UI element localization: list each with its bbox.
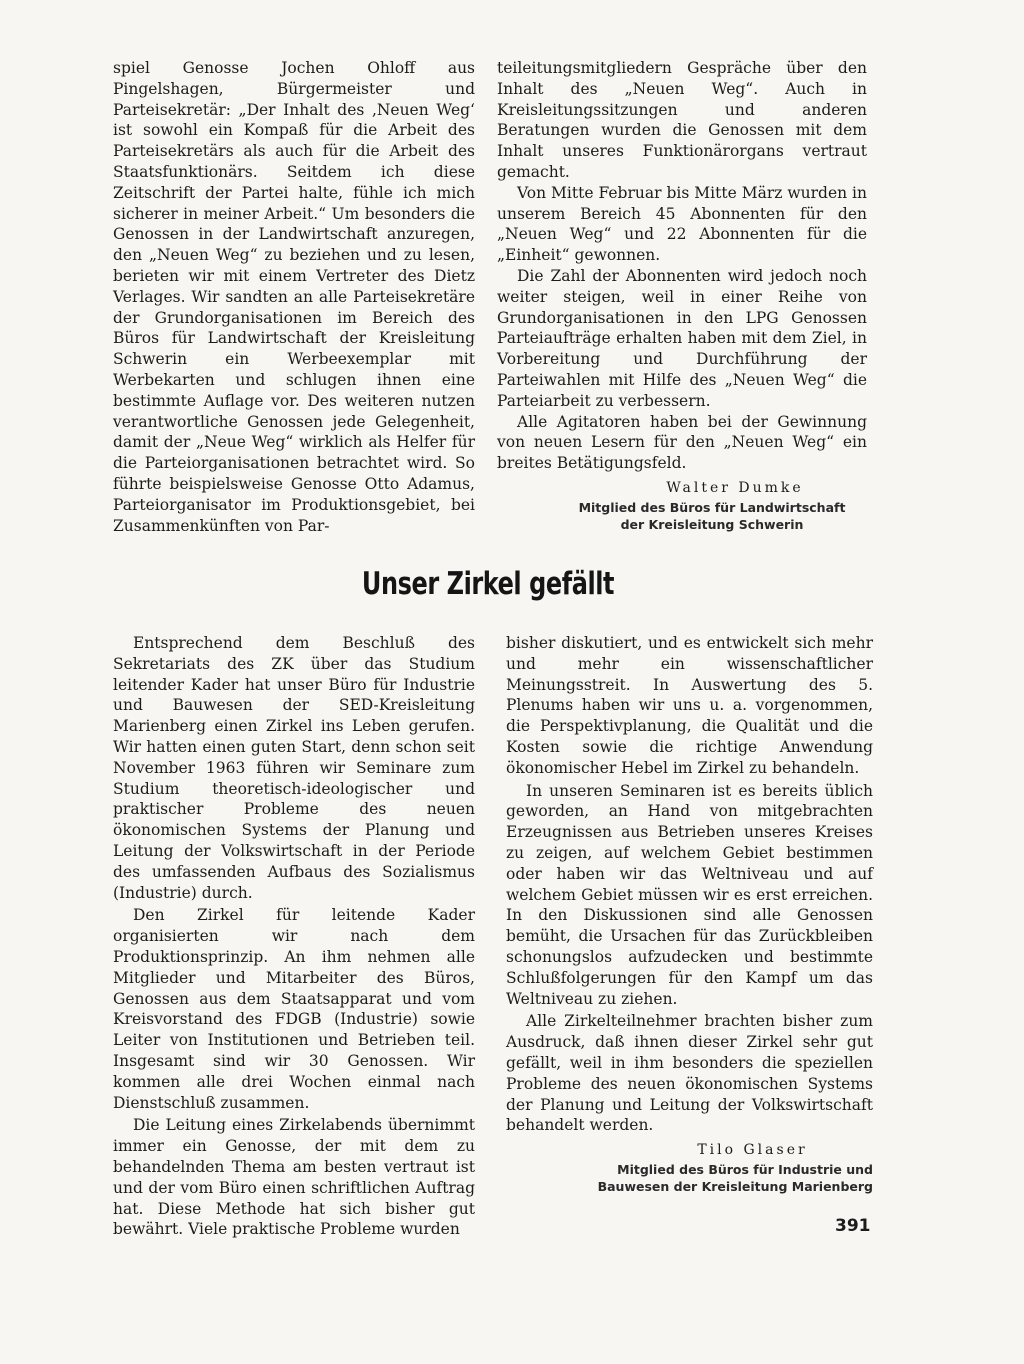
- article2-paragraph: Die Leitung eines Zirkelabends übernimmt immer ein Genosse, der mit dem zu behandelnden Thema am besten vertraut ist und der vom Büro einen schriftlichen Auftrag hat. Diese Methode hat sich bisher gut bewährt. Viele praktische Probleme wurden: [113, 1116, 475, 1239]
- article2-headline: Unser Zirkel gefällt: [361, 566, 615, 602]
- article2-paragraph: Entsprechend dem Beschluß des Sekretariats des ZK über das Studium leitender Kader hat unser Büro für Industrie und Bauwesen der SED-Kreisleitung Marienberg einen Zirkel ins Leben gerufen. Wir hatten einen guten Start, denn schon seit November 1963 führen wir Seminare zum Studium theoretisch-ideologischer und praktischer Probleme des neuen ökonomischen Systems der Planung und Leitung der Volkswirtschaft in der Periode des umfassenden Aufbaus des Sozialismus (Industrie) durch.: [113, 634, 475, 902]
- article1-author: Walter Dumke: [666, 479, 804, 496]
- article2-paragraph: Alle Zirkelteilnehmer brachten bisher zum Ausdruck, daß ihnen dieser Zirkel sehr gut gefällt, weil in ihm besonders die speziellen Probleme des neuen ökonomischen Systems der Planung und Leitung der Volkswirtschaft behandelt werden.: [506, 1012, 873, 1135]
- article2-right-column: [506, 633, 873, 1195]
- article2-paragraph: bisher diskutiert, und es entwickelt sich mehr und mehr ein wissenschaftlicher Meinungsstreit. In Auswertung des 5. Plenums haben wir uns u. a. vorgenommen, die Perspektivplanung, die Qualität und die Kosten sowie die richtige Anwendung ökonomischer Hebel im Zirkel zu behandeln.: [506, 634, 873, 777]
- article1-paragraph: Die Zahl der Abonnenten wird jedoch noch weiter steigen, weil in einer Reihe von Grundorganisationen in den LPG Genossen Parteiaufträge erhalten haben mit dem Ziel, in Vorbereitung und Durchführung der Parteiwahlen mit Hilfe des „Neuen Weg“ die Parteiarbeit zu verbessern.: [497, 266, 867, 410]
- article1-paragraph: teileitungsmitgliedern Gespräche über den Inhalt des „Neuen Weg“. Auch in Kreisleitungssitzungen und anderen Beratungen wurden die Genossen mit dem Inhalt unseres Funktionärorgans vertraut gemacht.: [497, 59, 867, 181]
- article2-paragraph: Den Zirkel für leitende Kader organisierten wir nach dem Produktionsprinzip. An ihm nehmen alle Mitglieder und Mitarbeiter des Büros, Genossen aus dem Staatsapparat und vom Kreisvorstand des FDGB (Industrie) sowie Leiter von Institutionen und Betrieben teil. Insgesamt sind wir 30 Genossen. Wir kommen alle drei Wochen einmal nach Dienstschluß zusammen.: [113, 906, 475, 1112]
- article1-author-role-line2: der Kreisleitung Schwerin: [620, 516, 804, 532]
- article2-paragraph: In unseren Seminaren ist es bereits üblich geworden, an Hand von mitgebrachten Erzeugnissen aus Betrieben unseres Kreises zu zeigen, auf welchem Gebiet bestimmen oder haben wir das Weltniveau und auf welchem Gebiet müssen wir es erst erreichen. In den Diskussionen sind alle Genossen bemüht, die Ursachen für das Zurückbleiben schonungslos aufzudecken und bestimmte Schlußfolgerungen für den Kampf um das Weltniveau zu ziehen.: [506, 781, 873, 1008]
- article2-author-role-line2: Bauwesen der Kreisleitung Marienberg: [597, 1178, 873, 1194]
- article1-author-role-line1: Mitglied des Büros für Landwirtschaft: [578, 499, 846, 515]
- article1-paragraph: Alle Agitatoren haben bei der Gewinnung von neuen Lesern für den „Neuen Weg“ ein breites Betätigungsfeld.: [497, 412, 867, 473]
- article2-author-role-line1: Mitglied des Büros für Industrie und: [617, 1161, 873, 1177]
- article1-left-column: [113, 58, 475, 536]
- article2-author: Tilo Glaser: [697, 1142, 808, 1159]
- article1-paragraph: spiel Genosse Jochen Ohloff aus Pingelshagen, Bürgermeister und Parteisekretär: „Der Inhalt des ‚Neuen Weg‘ ist sowohl ein Kompaß für die Arbeit des Parteisekretärs als auch für die Arbeit des Staatsfunktionärs. Seitdem ich diese Zeitschrift der Partei halte, fühle ich mich sicherer in meiner Arbeit.“ Um besonders die Genossen in der Landwirtschaft anzuregen, den „Neuen Weg“ zu beziehen und zu lesen, berieten wir mit einem Vertreter des Dietz Verlages. Wir sandten an alle Parteisekretäre der Grundorganisationen im Bereich des Büros für Landwirtschaft der Kreisleitung Schwerin ein Werbeexemplar mit Werbekarten und schlugen ihnen eine bestimmte Auflage vor. Des weiteren nutzen verantwortliche Genossen jede Gelegenheit, damit der „Neue Weg“ wirklich als Helfer für die Parteiorganisationen betrachtet wird. So führte beispielsweise Genosse Otto Adamus, Parteiorganisator im Produktionsgebiet, bei Zusammenkünften von Par-: [113, 59, 475, 535]
- article1-paragraph: Von Mitte Februar bis Mitte März wurden in unserem Bereich 45 Abonnenten für den „Neuen Weg“ und 22 Abonnenten für die „Einheit“ gewonnen.: [497, 183, 867, 265]
- article2-left-column: [113, 633, 475, 1240]
- page-number: 391: [835, 1216, 871, 1236]
- article1-right-column: [497, 58, 867, 533]
